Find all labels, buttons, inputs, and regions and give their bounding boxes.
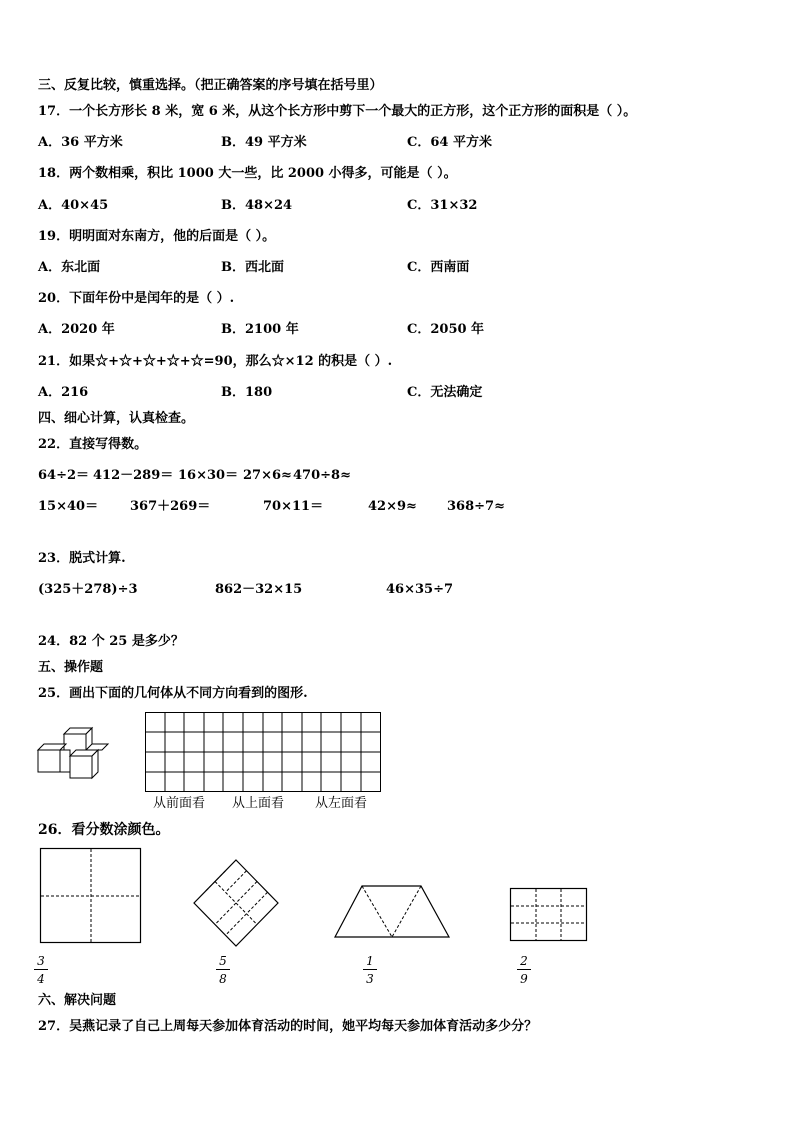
cube-stack-figure <box>36 728 108 780</box>
shape-square-quarters <box>40 848 142 944</box>
question-17: 17．一个长方形长 8 米，宽 6 米，从这个长方形中剪下一个最大的正方形，这个正方形的面积是（ ）。 <box>38 104 637 119</box>
fraction-numerator: 2 <box>520 954 528 968</box>
fraction-numerator: 1 <box>366 954 374 968</box>
fraction-3-4 <box>34 954 48 986</box>
fraction-numerator: 3 <box>37 954 45 968</box>
q20-option-b: B．2100 年 <box>221 322 299 337</box>
fraction-numerator: 5 <box>219 954 227 968</box>
q23-item: (325＋278)÷3 <box>38 582 138 597</box>
q19-option-c: C．西南面 <box>407 260 470 275</box>
q23-item: 862－32×15 <box>215 582 303 597</box>
question-26: 26．看分数涂颜色。 <box>38 822 170 838</box>
question-24: 24．82 个 25 是多少？ <box>38 634 184 649</box>
fraction-denominator: 3 <box>366 972 374 986</box>
shape-rectangle-ninths <box>510 888 588 942</box>
question-21: 21．如果☆+☆+☆+☆+☆=90，那么☆×12 的积是（ ）. <box>38 354 393 369</box>
q22-row1-item: 16×30＝ <box>178 468 239 483</box>
question-22: 22．直接写得数。 <box>38 437 148 452</box>
q21-option-a: A．216 <box>38 385 89 400</box>
q22-row2-item: 15×40＝ <box>38 499 99 514</box>
q18-option-b: B．48×24 <box>221 198 293 213</box>
q22-row1-item: 27×6≈ <box>243 468 292 483</box>
section-3-heading: 三、反复比较，慎重选择。（把正确答案的序号填在括号里） <box>38 78 383 93</box>
fraction-denominator: 8 <box>219 972 227 986</box>
section-4-heading: 四、细心计算，认真检查。 <box>38 411 195 426</box>
fraction-5-8 <box>216 954 230 986</box>
shape-trapezoid-thirds <box>334 885 450 939</box>
q20-option-a: A．2020 年 <box>38 322 115 337</box>
q17-option-b: B．49 平方米 <box>221 135 307 150</box>
question-23: 23．脱式计算. <box>38 551 126 566</box>
q19-option-b: B．西北面 <box>221 260 284 275</box>
view-label-front: 从前面看 <box>153 796 206 811</box>
section-5-heading: 五、操作题 <box>38 660 104 675</box>
view-label-top: 从上面看 <box>232 796 285 811</box>
q22-row1-item: 412－289＝ <box>93 468 174 483</box>
q21-option-c: C．无法确定 <box>407 385 483 400</box>
question-18: 18．两个数相乘，积比 1000 大一些，比 2000 小得多，可能是（ ）。 <box>38 166 457 181</box>
q18-option-c: C．31×32 <box>407 198 478 213</box>
view-label-left: 从左面看 <box>315 796 368 811</box>
q23-item: 46×35÷7 <box>386 582 454 597</box>
q19-option-a: A．东北面 <box>38 260 101 275</box>
q18-option-a: A．40×45 <box>38 198 109 213</box>
q22-row2-item: 368÷7≈ <box>447 499 505 514</box>
question-27: 27．吴燕记录了自己上周每天参加体育活动的时间，她平均每天参加体育活动多少分？ <box>38 1019 538 1034</box>
fraction-2-9 <box>517 954 531 986</box>
shape-diamond-eighths <box>192 858 280 948</box>
drawing-grid <box>145 712 381 792</box>
fraction-1-3 <box>363 954 377 986</box>
section-6-heading: 六、解决问题 <box>38 993 117 1008</box>
question-19: 19．明明面对东南方，他的后面是（ ）。 <box>38 229 276 244</box>
question-20: 20．下面年份中是闰年的是（ ）. <box>38 291 235 306</box>
q21-option-b: B．180 <box>221 385 273 400</box>
fraction-denominator: 4 <box>37 972 45 986</box>
question-25: 25．画出下面的几何体从不同方向看到的图形. <box>38 686 308 701</box>
q22-row1-item: 470÷8≈ <box>293 468 351 483</box>
q22-row2-item: 367＋269＝ <box>130 499 211 514</box>
q17-option-a: A．36 平方米 <box>38 135 123 150</box>
q22-row1-item: 64÷2＝ <box>38 468 90 483</box>
q22-row2-item: 42×9≈ <box>368 499 417 514</box>
fraction-denominator: 9 <box>520 972 528 986</box>
q22-row2-item: 70×11＝ <box>263 499 324 514</box>
q17-option-c: C．64 平方米 <box>407 135 492 150</box>
q20-option-c: C．2050 年 <box>407 322 485 337</box>
